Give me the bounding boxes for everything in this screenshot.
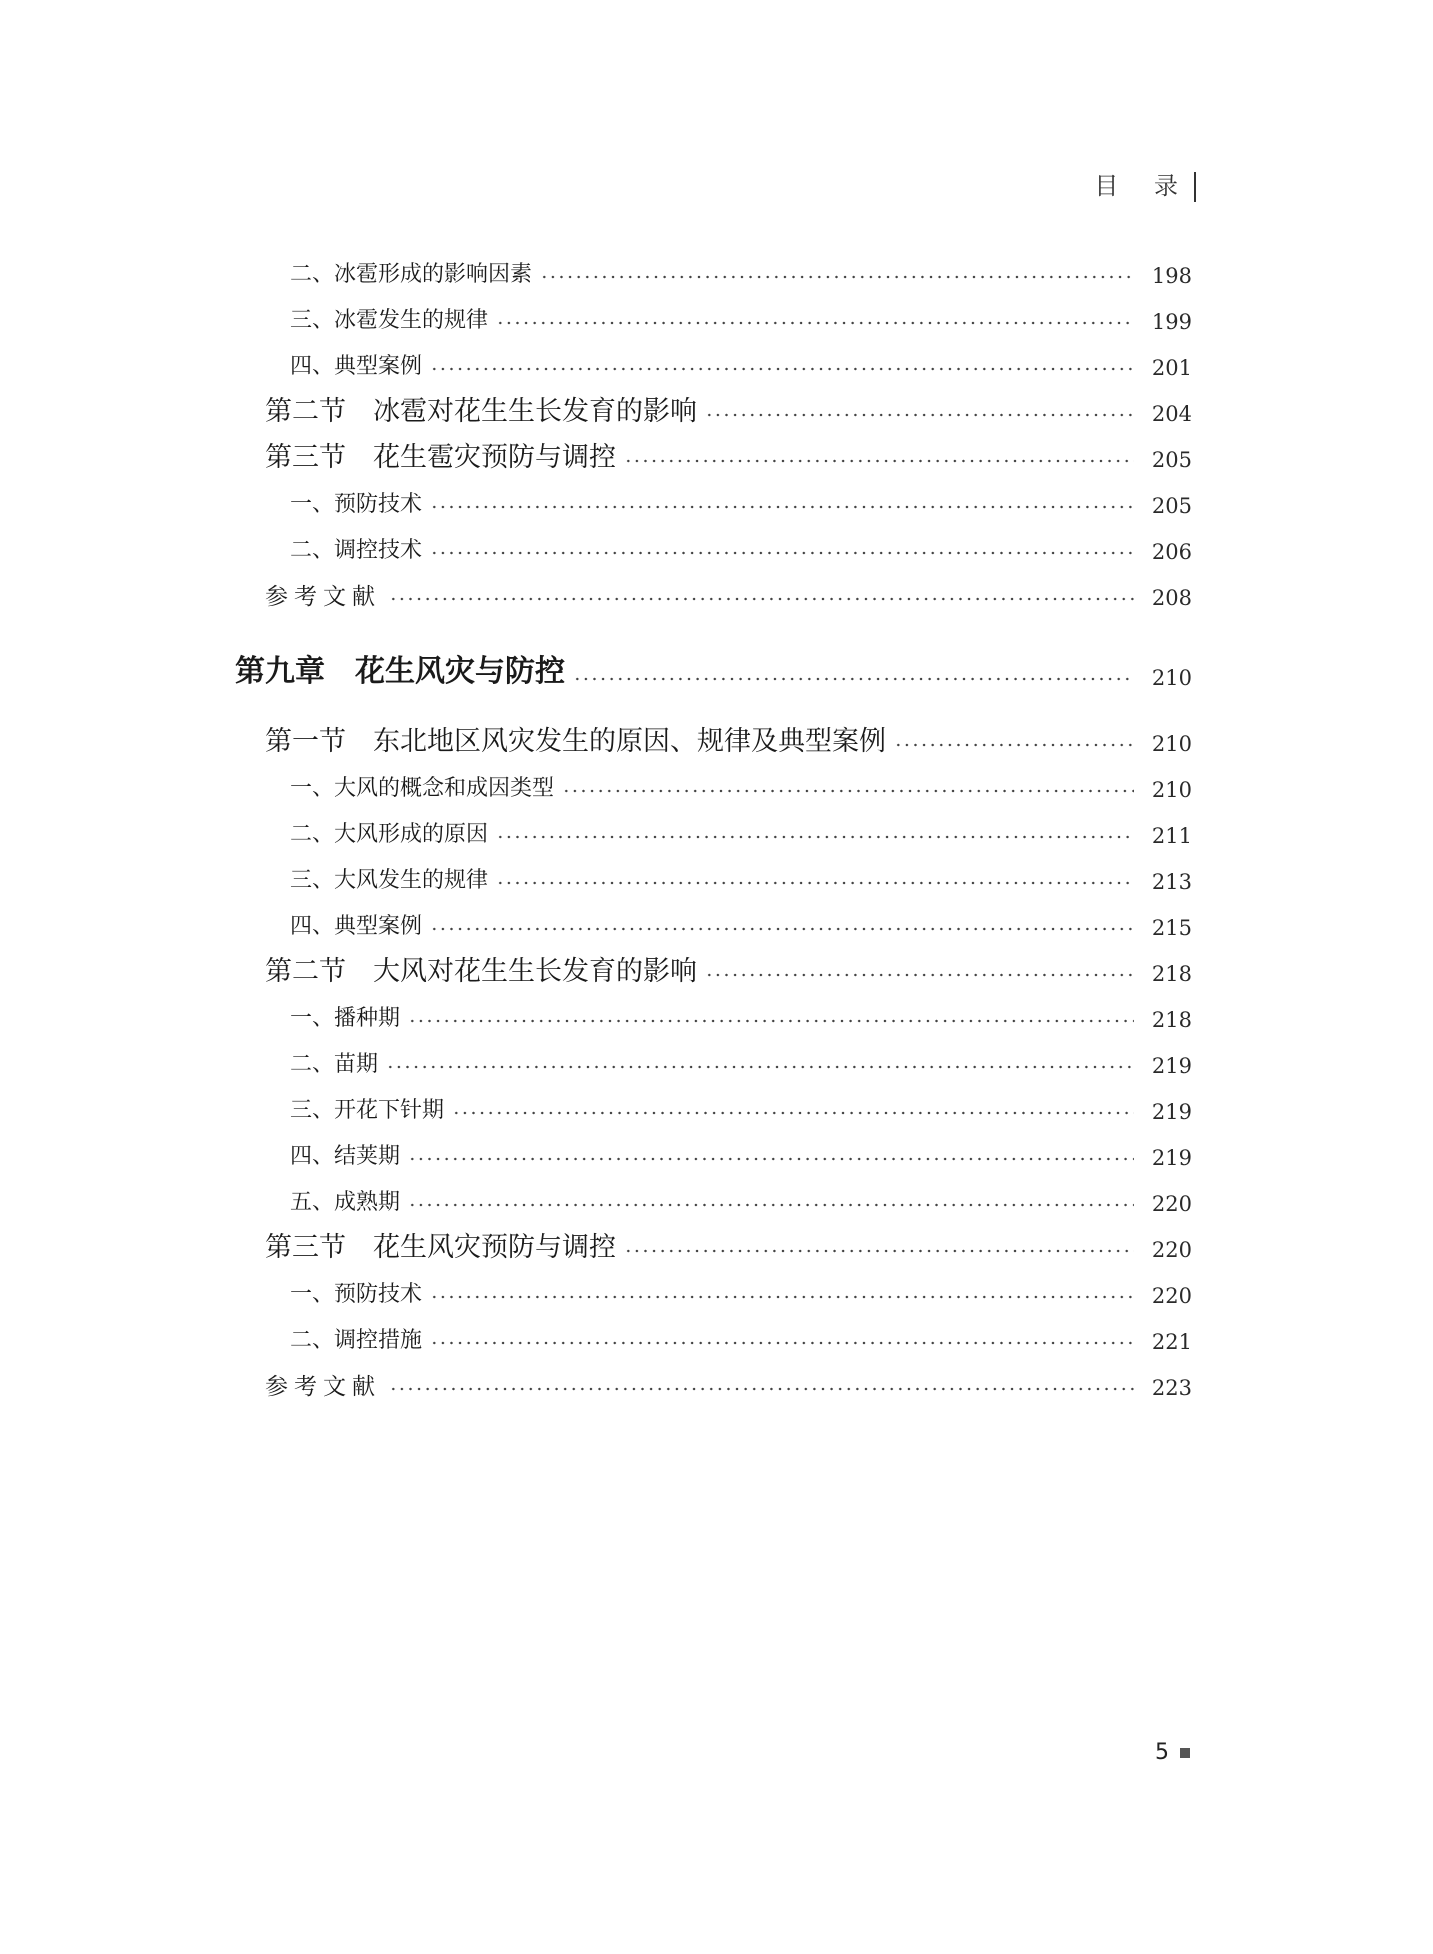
toc-entry-page: 218 [1151,962,1192,986]
toc-entry-item[interactable] [230,1036,1192,1082]
toc-entry-section[interactable] [230,384,1192,430]
page-marker-square-icon [1180,1748,1190,1758]
toc-entry-title: 第三节 花生风灾预防与调控 [265,1232,616,1263]
dot-leader [408,1156,1134,1162]
toc-entry-section[interactable] [230,694,1192,760]
toc-entry-title: 一、预防技术 [290,492,423,517]
toc-entry-page: 220 [1151,1192,1192,1216]
toc-entry-item[interactable] [230,806,1192,852]
toc-entry-title: 四、典型案例 [290,914,423,939]
toc-entry-page: 221 [1151,1330,1192,1354]
toc-entry-chapter[interactable] [230,628,1192,694]
toc-entry-title: 四、典型案例 [290,354,423,379]
toc-entry-page: 201 [1151,356,1192,380]
toc-entry-page: 219 [1151,1146,1192,1170]
dot-leader [430,1294,1134,1300]
page-number: 5 [1155,1740,1169,1765]
dot-leader [540,274,1134,280]
toc-entry-page: 206 [1151,540,1192,564]
table-of-contents [230,246,1192,1404]
toc-entry-title: 二、调控措施 [290,1328,423,1353]
toc-entry-item[interactable] [230,990,1192,1036]
toc-entry-page: 218 [1151,1008,1192,1032]
running-header: 目 录 [1094,172,1196,202]
toc-entry-item[interactable] [230,338,1192,384]
dot-leader [452,1110,1134,1116]
toc-entry-item[interactable] [230,1082,1192,1128]
toc-entry-title: 第二节 冰雹对花生生长发育的影响 [265,396,697,427]
toc-entry-page: 215 [1151,916,1192,940]
dot-leader [389,1386,1134,1392]
toc-entry-page: 220 [1151,1238,1192,1262]
toc-entry-title: 一、大风的概念和成因类型 [290,776,555,801]
toc-entry-page: 210 [1151,666,1192,690]
toc-entry-title: 一、预防技术 [290,1282,423,1307]
toc-entry-page: 204 [1151,402,1192,426]
dot-leader [408,1018,1134,1024]
toc-entry-page: 205 [1151,494,1192,518]
toc-entry-page: 211 [1151,824,1192,848]
toc-entry-item[interactable] [230,1128,1192,1174]
toc-entry-page: 210 [1151,778,1192,802]
toc-entry-title: 二、大风形成的原因 [290,822,489,847]
toc-entry-title: 第九章 花生风灾与防控 [235,654,565,689]
toc-entry-item[interactable] [230,246,1192,292]
dot-leader [389,596,1134,602]
toc-entry-item[interactable] [230,1174,1192,1220]
toc-entry-title: 三、开花下针期 [290,1098,445,1123]
toc-entry-title: 五、成熟期 [290,1190,401,1215]
toc-entry-page: 219 [1151,1100,1192,1124]
dot-leader [430,926,1134,932]
toc-entry-item[interactable] [230,522,1192,568]
toc-entry-page: 199 [1151,310,1192,334]
toc-entry-item[interactable] [230,1266,1192,1312]
toc-entry-title: 第三节 花生雹灾预防与调控 [265,442,616,473]
toc-entry-title: 二、冰雹形成的影响因素 [290,262,533,287]
dot-leader [496,834,1134,840]
dot-leader [573,676,1134,682]
dot-leader [624,1248,1134,1254]
toc-entry-title: 参考文献 [265,1374,381,1400]
toc-entry-title: 三、冰雹发生的规律 [290,308,489,333]
toc-entry-title: 第二节 大风对花生生长发育的影响 [265,956,697,987]
toc-entry-page: 205 [1151,448,1192,472]
toc-entry-page: 208 [1151,586,1192,610]
toc-entry-title: 三、大风发生的规律 [290,868,489,893]
dot-leader [408,1202,1134,1208]
dot-leader [894,742,1134,748]
dot-leader [496,880,1134,886]
dot-leader [430,1340,1134,1346]
dot-leader [496,320,1134,326]
toc-entry-page: 219 [1151,1054,1192,1078]
toc-entry-section[interactable] [230,1220,1192,1266]
toc-entry-title: 二、苗期 [290,1052,379,1077]
dot-leader [430,550,1134,556]
toc-entry-item[interactable] [230,292,1192,338]
dot-leader [705,412,1134,418]
dot-leader [386,1064,1134,1070]
toc-entry-refs[interactable] [230,568,1192,614]
toc-entry-item[interactable] [230,760,1192,806]
dot-leader [430,366,1134,372]
dot-leader [705,972,1134,978]
toc-entry-refs[interactable] [230,1358,1192,1404]
dot-leader [562,788,1134,794]
toc-entry-item[interactable] [230,898,1192,944]
toc-entry-section[interactable] [230,430,1192,476]
toc-entry-item[interactable] [230,476,1192,522]
toc-entry-page: 220 [1151,1284,1192,1308]
toc-entry-title: 四、结荚期 [290,1144,401,1169]
toc-entry-page: 198 [1151,264,1192,288]
toc-entry-title: 参考文献 [265,584,381,610]
toc-entry-item[interactable] [230,852,1192,898]
toc-entry-item[interactable] [230,1312,1192,1358]
toc-entry-page: 210 [1151,732,1192,756]
dot-leader [430,504,1134,510]
toc-entry-title: 一、播种期 [290,1006,401,1031]
dot-leader [624,458,1134,464]
toc-entry-page: 213 [1151,870,1192,894]
toc-entry-section[interactable] [230,944,1192,990]
toc-entry-title: 第一节 东北地区风灾发生的原因、规律及典型案例 [265,726,886,757]
toc-entry-page: 223 [1151,1376,1192,1400]
toc-entry-title: 二、调控技术 [290,538,423,563]
